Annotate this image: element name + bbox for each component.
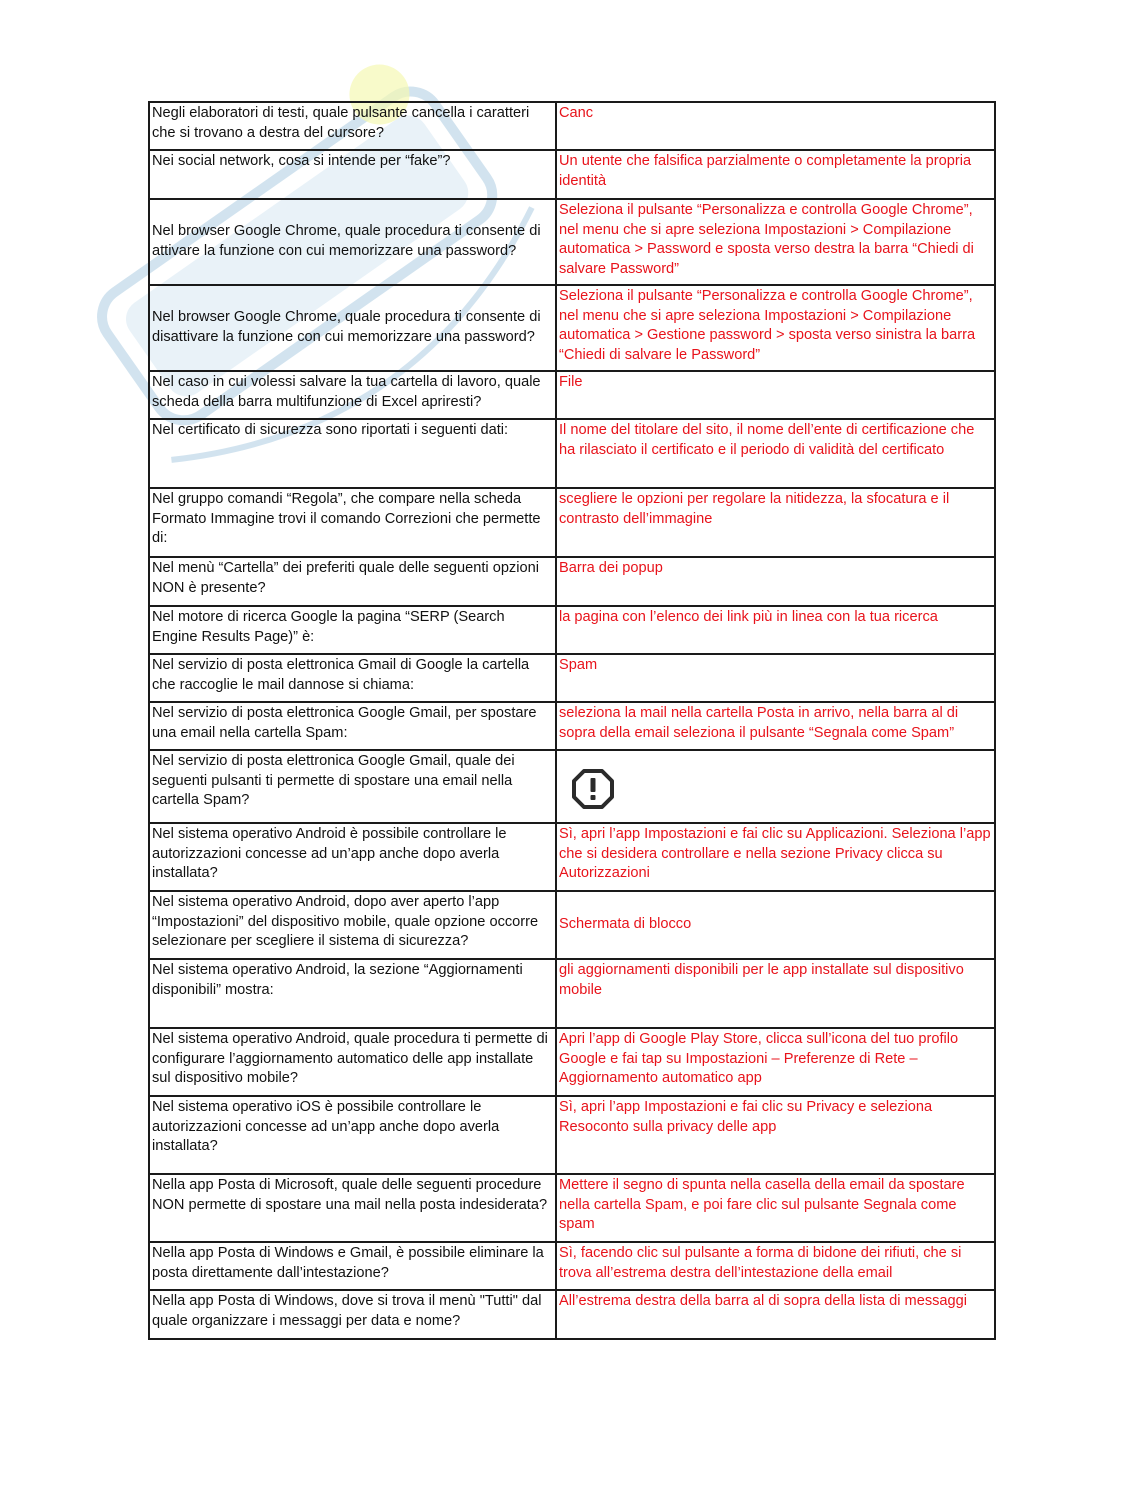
answer-cell: Apri l’app di Google Play Store, clicca sull’icona del tuo profilo Google e fai tap su Impostazioni – Preferenze di Rete – Aggiornamento automatico app (556, 1028, 995, 1096)
answer-cell: Canc (556, 102, 995, 150)
question-cell: Nel menù “Cartella” dei preferiti quale delle seguenti opzioni NON è presente? (149, 557, 556, 606)
question-cell: Nel servizio di posta elettronica Google Gmail, quale dei seguenti pulsanti ti permette di spostare una email nella cartella Spam? (149, 750, 556, 823)
table-row (149, 959, 995, 1028)
question-cell: Nel servizio di posta elettronica Google Gmail, per spostare una email nella cartella Spam: (149, 702, 556, 750)
question-cell: Negli elaboratori di testi, quale pulsante cancella i caratteri che si trovano a destra del cursore? (149, 102, 556, 150)
answer-cell: Seleziona il pulsante “Personalizza e controlla Google Chrome”, nel menu che si apre seleziona Impostazioni > Compilazione automatica > Gestione password > sposta verso sinistra la barra “Chiedi di salvare le Password” (556, 285, 995, 371)
table-row (149, 1028, 995, 1096)
report-spam-icon (571, 768, 615, 817)
question-cell: Nel sistema operativo Android, dopo aver aperto l’app “Impostazioni” del dispositivo mobile, quale opzione occorre selezionare per scegliere il sistema di sicurezza? (149, 891, 556, 959)
question-cell: Nel sistema operativo Android, la sezione “Aggiornamenti disponibili” mostra: (149, 959, 556, 1028)
table-row (149, 150, 995, 199)
table-row (149, 891, 995, 959)
table-row (149, 557, 995, 606)
answer-cell: la pagina con l’elenco dei link più in linea con la tua ricerca (556, 606, 995, 654)
question-cell: Nel caso in cui volessi salvare la tua cartella di lavoro, quale scheda della barra multifunzione di Excel apriresti? (149, 371, 556, 419)
question-cell: Nel browser Google Chrome, quale procedura ti consente di disattivare la funzione con cui memorizzare una password? (149, 285, 556, 371)
question-cell: Nel browser Google Chrome, quale procedura ti consente di attivare la funzione con cui memorizzare una password? (149, 199, 556, 285)
question-cell: Nel gruppo comandi “Regola”, che compare nella scheda Formato Immagine trovi il comando Correzioni che permette di: (149, 488, 556, 557)
answer-cell: Sì, apri l’app Impostazioni e fai clic su Privacy e seleziona Resoconto sulla privacy delle app (556, 1096, 995, 1174)
table-row (149, 1242, 995, 1290)
answer-cell: Un utente che falsifica parzialmente o completamente la propria identità (556, 150, 995, 199)
answer-cell: All’estrema destra della barra al di sopra della lista di messaggi (556, 1290, 995, 1339)
answer-cell: Spam (556, 654, 995, 702)
answer-cell: scegliere le opzioni per regolare la nitidezza, la sfocatura e il contrasto dell’immagine (556, 488, 995, 557)
question-cell: Nel motore di ricerca Google la pagina “SERP (Search Engine Results Page)” è: (149, 606, 556, 654)
table-row (149, 102, 995, 150)
qa-table (148, 101, 996, 1340)
answer-cell: Mettere il segno di spunta nella casella della email da spostare nella cartella Spam, e poi fare clic sul pulsante Segnala come spam (556, 1174, 995, 1242)
table-row (149, 419, 995, 488)
table-row (149, 606, 995, 654)
question-cell: Nel servizio di posta elettronica Gmail di Google la cartella che raccoglie le mail dannose si chiama: (149, 654, 556, 702)
question-cell: Nel sistema operativo Android è possibile controllare le autorizzazioni concesse ad un’app anche dopo averla installata? (149, 823, 556, 891)
table-row (149, 1174, 995, 1242)
question-cell: Nella app Posta di Microsoft, quale delle seguenti procedure NON permette di spostare una mail nella posta indesiderata? (149, 1174, 556, 1242)
answer-cell: Sì, facendo clic sul pulsante a forma di bidone dei rifiuti, che si trova all’estrema destra dell’intestazione della email (556, 1242, 995, 1290)
answer-cell: Seleziona il pulsante “Personalizza e controlla Google Chrome”, nel menu che si apre seleziona Impostazioni > Compilazione automatica > Password e sposta verso destra la barra “Chiedi di salvare Password” (556, 199, 995, 285)
answer-cell: Schermata di blocco (556, 891, 995, 959)
table-row (149, 654, 995, 702)
answer-cell: Barra dei popup (556, 557, 995, 606)
question-cell: Nella app Posta di Windows, dove si trova il menù "Tutti" dal quale organizzare i messaggi per data e nome? (149, 1290, 556, 1339)
answer-cell (556, 750, 995, 823)
table-row (149, 702, 995, 750)
answer-cell: Il nome del titolare del sito, il nome dell’ente di certificazione che ha rilasciato il certificato e il periodo di validità del certificato (556, 419, 995, 488)
answer-cell: Sì, apri l’app Impostazioni e fai clic su Applicazioni. Seleziona l’app che si desidera controllare e nella sezione Privacy clicca su Autorizzazioni (556, 823, 995, 891)
question-cell: Nei social network, cosa si intende per “fake”? (149, 150, 556, 199)
question-cell: Nel sistema operativo iOS è possibile controllare le autorizzazioni concesse ad un’app anche dopo averla installata? (149, 1096, 556, 1174)
table-row (149, 1290, 995, 1339)
table-row (149, 823, 995, 891)
table-row (149, 199, 995, 285)
answer-cell: File (556, 371, 995, 419)
table-row (149, 488, 995, 557)
question-cell: Nella app Posta di Windows e Gmail, è possibile eliminare la posta direttamente dall’intestazione? (149, 1242, 556, 1290)
question-cell: Nel sistema operativo Android, quale procedura ti permette di configurare l’aggiornamento automatico delle app installate sul dispositivo mobile? (149, 1028, 556, 1096)
table-row (149, 750, 995, 823)
table-row (149, 1096, 995, 1174)
question-cell: Nel certificato di sicurezza sono riportati i seguenti dati: (149, 419, 556, 488)
table-row (149, 285, 995, 371)
table-row (149, 371, 995, 419)
answer-cell: seleziona la mail nella cartella Posta in arrivo, nella barra al di sopra della email seleziona il pulsante “Segnala come Spam” (556, 702, 995, 750)
answer-cell: gli aggiornamenti disponibili per le app installate sul dispositivo mobile (556, 959, 995, 1028)
